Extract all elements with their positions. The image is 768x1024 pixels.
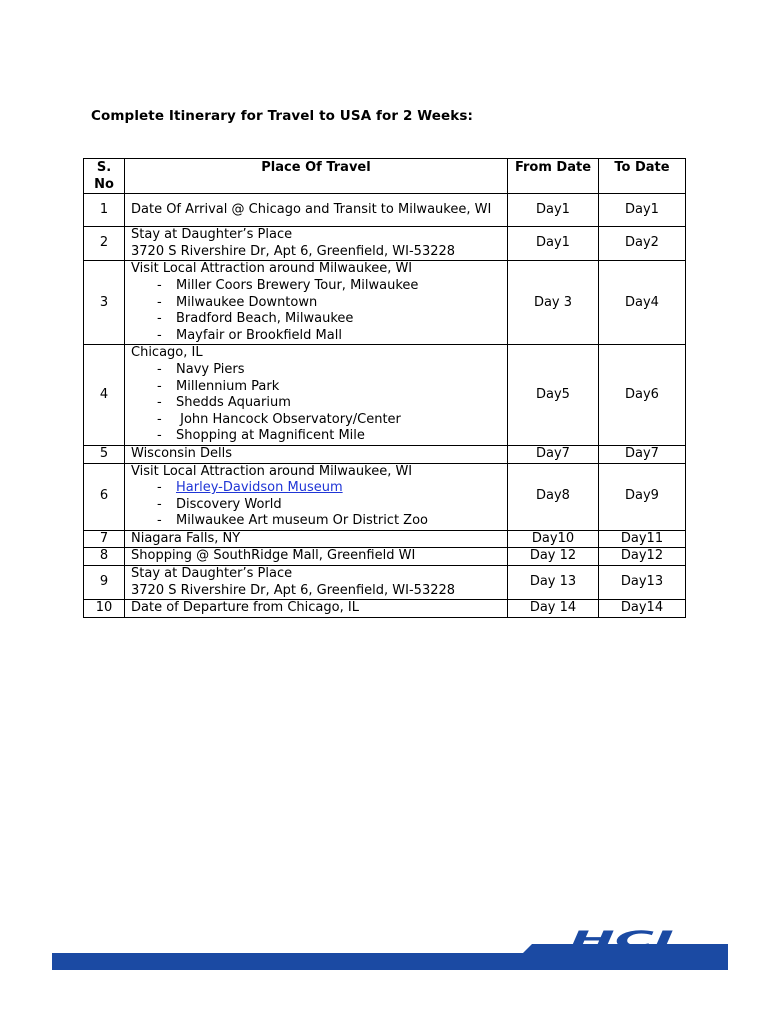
list-item: - Miller Coors Brewery Tour, Milwaukee — [157, 277, 419, 293]
hcl-logo — [568, 927, 690, 953]
row-from-date: Day 12 — [508, 548, 599, 566]
row-address: 3720 S Rivershire Dr, Apt 6, Greenfield, WI-53228 — [131, 243, 456, 259]
row-from-date: Day1 — [508, 194, 599, 227]
row-place: Date of Departure from Chicago, IL — [125, 600, 508, 618]
list-item-label: Discovery World — [176, 496, 282, 512]
row-to-date: Day1 — [599, 194, 686, 227]
row-to-date: Day6 — [599, 345, 686, 446]
header-from-date: From Date — [508, 159, 599, 194]
list-item: - Mayfair or Brookfield Mall — [157, 327, 342, 343]
row-from-date: Day 14 — [508, 600, 599, 618]
row-from-date: Day1 — [508, 227, 599, 261]
row-to-date: Day14 — [599, 600, 686, 618]
header-place: Place Of Travel — [125, 159, 508, 194]
row-to-date: Day7 — [599, 445, 686, 463]
hcl-logo-text: HCL — [570, 927, 688, 953]
row-place: Niagara Falls, NY — [125, 530, 508, 548]
header-sno: S. No — [84, 159, 125, 194]
row-to-date: Day4 — [599, 261, 686, 345]
row-sno: 1 — [84, 194, 125, 227]
row-place-cell — [125, 345, 508, 446]
list-item-label: Mayfair or Brookfield Mall — [176, 327, 342, 343]
row-place: Wisconsin Dells — [125, 445, 508, 463]
list-item: - Milwaukee Art museum Or District Zoo — [157, 513, 428, 529]
row-to-date: Day9 — [599, 463, 686, 530]
list-item: - John Hancock Observatory/Center — [157, 411, 401, 427]
list-item: - Shedds Aquarium — [157, 395, 291, 411]
row-place: Shopping @ SouthRidge Mall, Greenfield WI — [125, 548, 508, 566]
list-item-label: Bradford Beach, Milwaukee — [176, 311, 354, 327]
row-place: Stay at Daughter’s Place — [131, 566, 293, 582]
attraction-list — [131, 480, 505, 530]
list-item: - Navy Piers — [157, 361, 245, 377]
row-sno: 3 — [84, 261, 125, 345]
row-to-date: Day11 — [599, 530, 686, 548]
header-to-date: To Date — [599, 159, 686, 194]
table-row — [84, 445, 686, 463]
list-item: - Shopping at Magnificent Mile — [157, 428, 365, 444]
row-address: 3720 S Rivershire Dr, Apt 6, Greenfield, WI-53228 — [131, 582, 456, 598]
row-from-date: Day 13 — [508, 566, 599, 600]
row-place: Chicago, IL — [131, 345, 203, 361]
list-item-label: Millennium Park — [176, 378, 280, 394]
row-sno: 2 — [84, 227, 125, 261]
row-place-cell — [125, 566, 508, 600]
row-place: Stay at Daughter’s Place — [131, 227, 293, 243]
list-item: - Bradford Beach, Milwaukee — [157, 311, 354, 327]
row-place: Visit Local Attraction around Milwaukee, WI — [131, 463, 413, 479]
row-place: Date Of Arrival @ Chicago and Transit to Milwaukee, WI — [125, 194, 508, 227]
table-row — [84, 548, 686, 566]
row-sno: 10 — [84, 600, 125, 618]
attraction-list — [131, 362, 505, 445]
footer-bar — [52, 953, 728, 970]
list-item: - Discovery World — [157, 496, 282, 512]
row-sno: 8 — [84, 548, 125, 566]
row-from-date: Day8 — [508, 463, 599, 530]
table-row — [84, 345, 686, 446]
page-title: Complete Itinerary for Travel to USA for 2 Weeks: — [91, 108, 473, 124]
list-item-label: John Hancock Observatory/Center — [176, 411, 401, 427]
row-sno: 5 — [84, 445, 125, 463]
row-from-date: Day5 — [508, 345, 599, 446]
table-row — [84, 261, 686, 345]
museum-link[interactable]: Harley-Davidson Museum — [176, 480, 343, 496]
row-place-cell — [125, 463, 508, 530]
row-place-cell — [125, 227, 508, 261]
row-to-date: Day2 — [599, 227, 686, 261]
table-row — [84, 194, 686, 227]
row-place-cell — [125, 261, 508, 345]
list-item-label: Miller Coors Brewery Tour, Milwaukee — [176, 277, 419, 293]
list-item: - Millennium Park — [157, 378, 280, 394]
list-item-label: Milwaukee Art museum Or District Zoo — [176, 513, 428, 529]
table-header-row — [84, 159, 686, 194]
list-item-label: Shopping at Magnificent Mile — [176, 428, 365, 444]
table-row — [84, 227, 686, 261]
row-to-date: Day12 — [599, 548, 686, 566]
row-from-date: Day 3 — [508, 261, 599, 345]
table-row — [84, 463, 686, 530]
row-from-date: Day10 — [508, 530, 599, 548]
list-item: - Milwaukee Downtown — [157, 294, 318, 310]
table-row — [84, 600, 686, 618]
row-place: Visit Local Attraction around Milwaukee, WI — [131, 261, 413, 277]
table-row — [84, 566, 686, 600]
list-item: - Harley-Davidson Museum — [157, 480, 343, 496]
table-row — [84, 530, 686, 548]
row-sno: 6 — [84, 463, 125, 530]
list-item-label: Navy Piers — [176, 361, 245, 377]
row-from-date: Day7 — [508, 445, 599, 463]
row-sno: 4 — [84, 345, 125, 446]
row-sno: 9 — [84, 566, 125, 600]
attraction-list — [131, 278, 505, 344]
list-item-label: Milwaukee Downtown — [176, 294, 318, 310]
itinerary-table — [83, 158, 686, 618]
row-to-date: Day13 — [599, 566, 686, 600]
list-item-label: Shedds Aquarium — [176, 395, 291, 411]
row-sno: 7 — [84, 530, 125, 548]
